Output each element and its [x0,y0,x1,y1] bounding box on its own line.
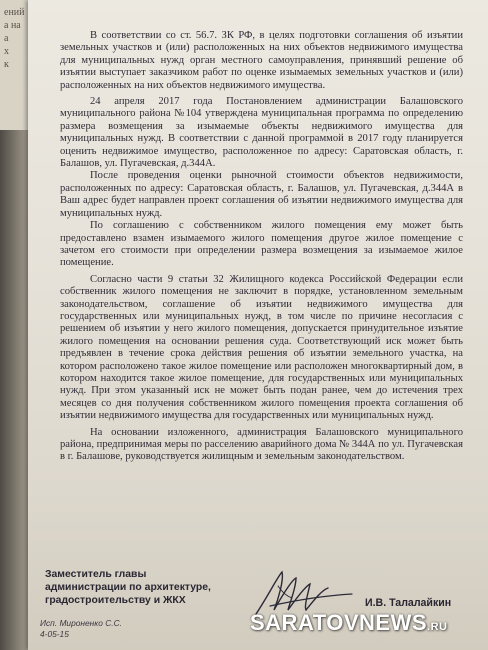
signatory-title-line: Заместитель главы [45,569,147,580]
watermark-tld: .RU [427,621,448,633]
watermark-brand: SARATOVNEWS [250,610,428,635]
letter-body [60,30,463,468]
edge-fragment: а на [4,20,21,31]
edge-fragment: к [4,59,9,70]
paragraph-zk-article: В соответствии со ст. 56.7. ЗК РФ, в целях подготовки соглашения об изъятии земельных участков и (или) расположенных на них объектов недвижимого имущества для муниципальных нужд орган местного самоуправления, принявший решение об изъятии выступает заказчиком работ по оценке изымаемых земельных участков и (или) расположенных на них объектов недвижимого имущества. [60,30,463,91]
executor-info [40,618,122,640]
paragraph-agreement: По соглашению с собственником жилого помещения ему может быть предоставлено взамен изымаемого жилого помещения другое жилое помещение с зачетом его стоимости при определении размера возмещения за изымаемое жилое помещение. [60,220,463,269]
paragraph-housing-code: Согласно части 9 статьи 32 Жилищного кодекса Российской Федерации если собственник жилого помещения не заключит в порядке, установленном земельным законодательством, соглашение об изъятии недвижимого имущества для государственных или муниципальных нужд, в том числе по причине несогласия с решением об изъятии у него жилого помещения, допускается принудительное изъятие жилого помещения на основании решения суда. Соответствующий иск может быть предъявлен в течение срока действия решения об изъятии земельного участка, на котором расположено такое жилое помещение или расположен многоквартирный дом, в котором находится такое жилое помещение, для государственных или муниципальных нужд. При этом указанный иск не может быть подан ранее, чем до истечения трех месяцев со дня получения собственником жилого помещения проекта соглашения об изъятии недвижимого имущества для государственных или муниципальных нужд. [60,273,463,422]
edge-fragment: а [4,33,9,44]
paragraph-conclusion: На основании изложенного, администрация Балашовского муниципального района, предпринимая меры по расселению аварийного дома № 344А по ул. Пугачевская в г. Балашове, руководствуется жилищным и земельным законодательством. [60,426,463,463]
executor-name: Исп. Мироненко С.С. [40,618,122,628]
edge-fragment: х [4,46,9,57]
paragraph-assessment: После проведения оценки рыночной стоимости объектов недвижимости, расположенных по адресу: Саратовская область, г. Балашов, ул. Пугачевская, д.344А в Ваш адрес будет направлен проект соглашения об изъятии недвижимого имущества для муниципальных нужд. [60,170,463,219]
edge-fragment: ений [4,7,25,18]
signatory-name: И.В. Талалайкин [365,597,452,609]
executor-phone: 4-05-15 [40,629,69,639]
signatory-title-line: градостроительству и ЖКХ [45,595,186,606]
signatory-title-line: администрации по архитектуре, [45,582,211,593]
paragraph-program: 24 апреля 2017 года Постановлением администрации Балашовского муниципального района №104 утверждена муниципальная программа по определению размера возмещения за изымаемые объекты недвижимого имущества для муниципальных нужд. В соответствии с данной программой в 2017 году планируется оценить недвижимое имущество, расположенное по адресу: Саратовская область, г. Балашов, ул. Пугачевская, д.344А. [60,96,463,170]
watermark [250,610,447,636]
signatory-title [45,568,245,607]
